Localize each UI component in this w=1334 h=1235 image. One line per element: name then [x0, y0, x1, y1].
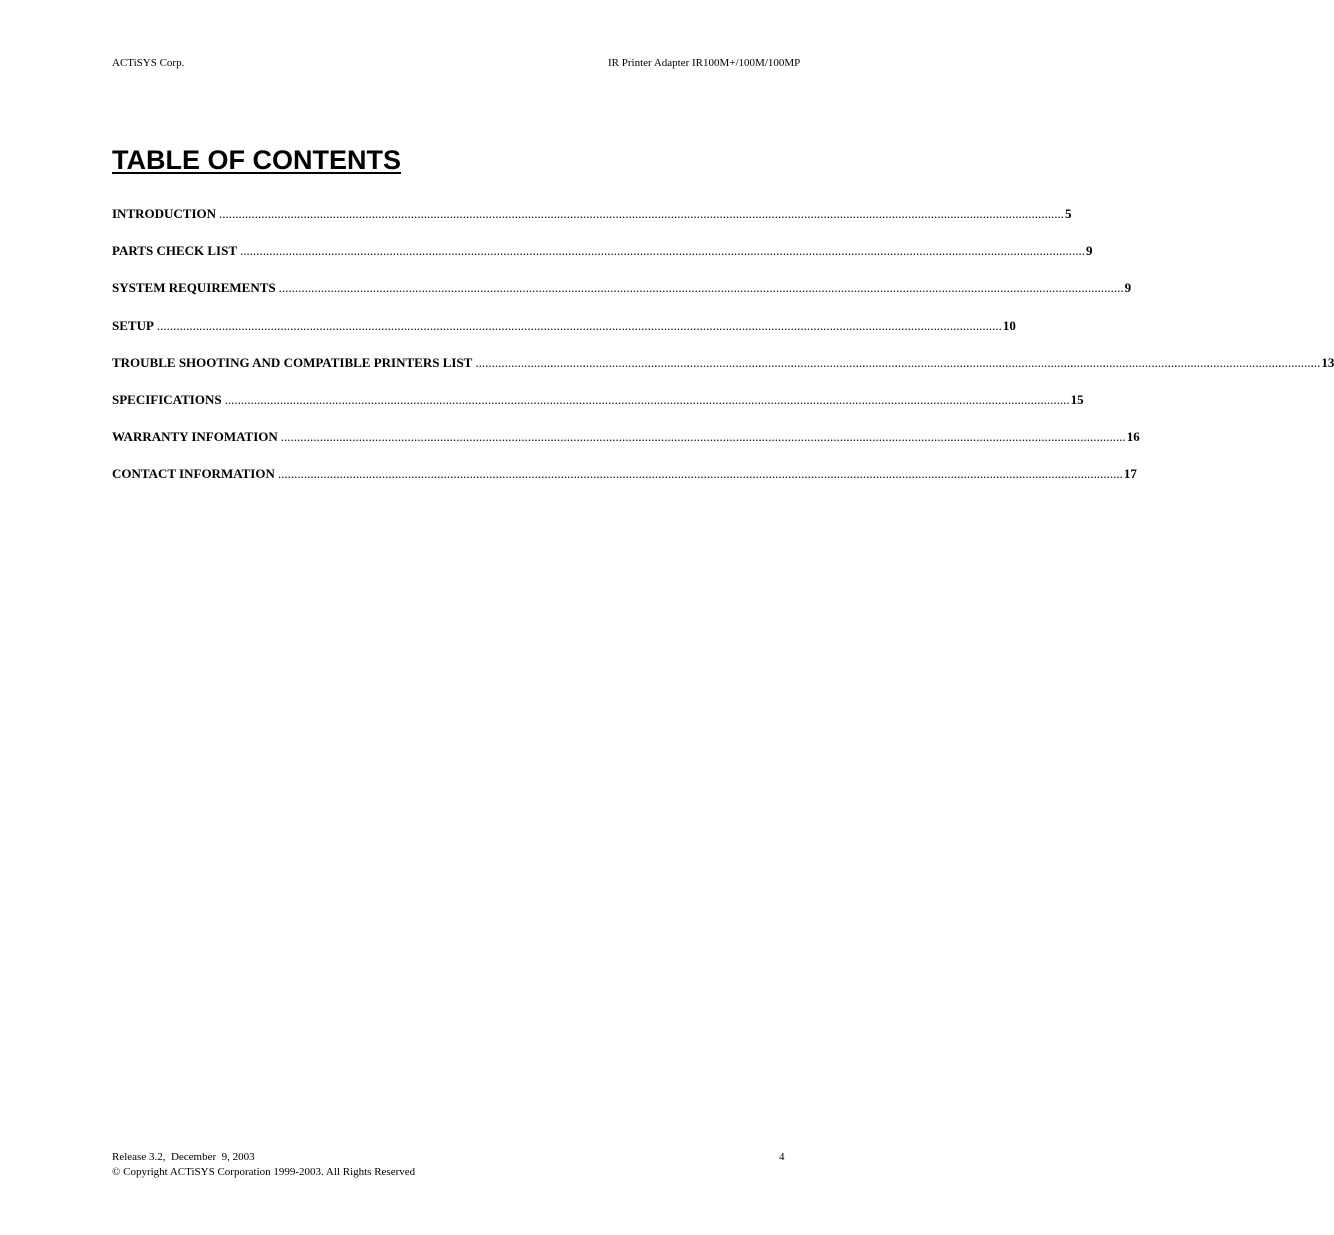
toc-entry-page: 15: [1070, 391, 1084, 407]
toc-leader-dots: ....................................................................................................................................................................................................................................................................: [475, 354, 1321, 370]
toc-leader-dots: ....................................................................................................................................................................................................................................................................: [224, 391, 1070, 407]
footer-release: Release 3.2, December 9, 2003: [112, 1151, 255, 1163]
toc-entry-trouble-shooting[interactable]: [112, 353, 1334, 390]
toc-entry-label: INTRODUCTION: [112, 206, 217, 221]
toc-entry-introduction[interactable]: [112, 204, 1072, 241]
toc-entry-page: 9: [1086, 243, 1093, 259]
toc-entry-page: 16: [1126, 429, 1140, 445]
toc-entry-label: SYSTEM REQUIREMENTS: [112, 280, 276, 296]
toc-entry-contact-information[interactable]: [112, 464, 1137, 501]
toc-entry-label: SPECIFICATIONS: [112, 391, 222, 407]
toc-leader-dots: ....................................................................................................................................................................................................................................................................: [278, 280, 1124, 296]
footer-text: [112, 1150, 415, 1179]
toc-leader-dots: ....................................................................................................................................................................................................................................................................: [156, 317, 1002, 333]
toc-entry-page: 5: [1065, 206, 1072, 221]
toc-entry-page: 17: [1123, 466, 1137, 482]
toc-list: [112, 204, 1334, 502]
toc-entry-page: 10: [1002, 317, 1016, 333]
header-company: ACTiSYS Corp.: [112, 57, 185, 69]
toc-leader-dots: ....................................................................................................................................................................................................................................................................: [240, 243, 1085, 259]
toc-entry-warranty-information[interactable]: [112, 427, 1140, 464]
footer-page-number: 4: [779, 1151, 785, 1163]
toc-entry-label: PARTS CHECK LIST: [112, 243, 237, 259]
toc-entry-label: WARRANTY INFOMATION: [112, 429, 278, 445]
toc-entry-setup[interactable]: [112, 316, 1016, 353]
header-product: IR Printer Adapter IR100M+/100M/100MP: [608, 57, 801, 69]
toc-entry-label: CONTACT INFORMATION: [112, 466, 275, 482]
toc-entry-label: TROUBLE SHOOTING AND COMPATIBLE PRINTERS LIST: [112, 354, 473, 370]
footer-copyright: © Copyright ACTiSYS Corporation 1999-2003. All Rights Reserved: [112, 1165, 416, 1178]
toc-entry-system-requirements[interactable]: [112, 278, 1132, 315]
page-title: TABLE OF CONTENTS: [112, 145, 401, 175]
toc-leader-dots: ....................................................................................................................................................................................................................................................................: [219, 206, 1065, 221]
toc-entry-page: 13: [1321, 354, 1334, 370]
toc-entry-specifications[interactable]: [112, 390, 1084, 427]
toc-leader-dots: ....................................................................................................................................................................................................................................................................: [280, 429, 1126, 445]
toc-entry-label: SETUP: [112, 317, 154, 333]
toc-entry-page: 9: [1124, 280, 1132, 296]
toc-leader-dots: ....................................................................................................................................................................................................................................................................: [277, 466, 1123, 482]
toc-entry-parts-check-list[interactable]: [112, 241, 1093, 278]
